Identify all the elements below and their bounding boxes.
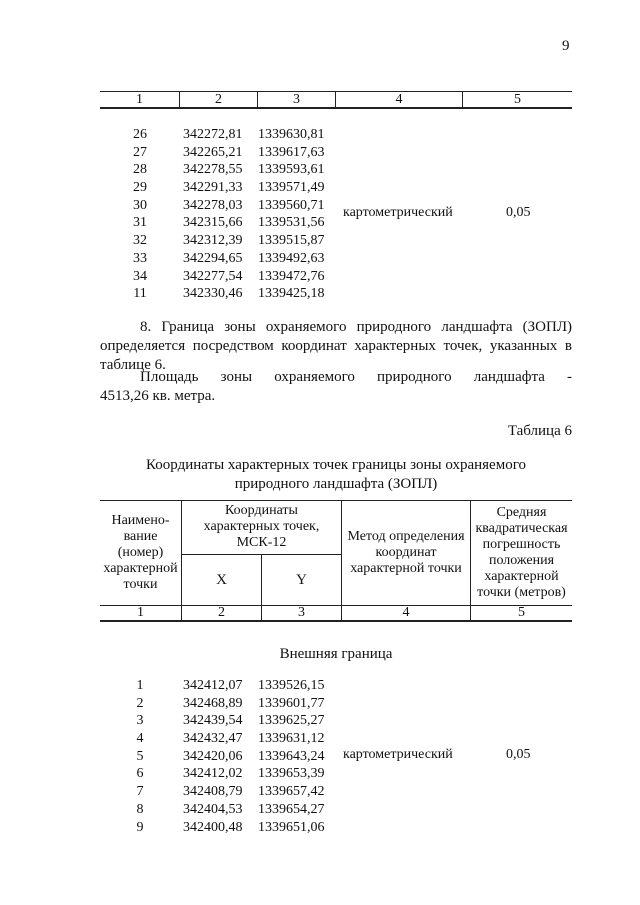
header-error: Средняя квадратическая погрешность положения характерной точки (метров) <box>471 501 573 606</box>
table6-subheading: Внешняя граница <box>279 646 393 662</box>
point-number: 31 <box>133 215 147 231</box>
table6-title-line2: природного ландшафта (ЗОПЛ) <box>234 476 438 492</box>
table6-title-line1: Координаты характерных точек границы зоны охраняемого <box>146 457 526 473</box>
table6-error: 0,05 <box>506 747 531 762</box>
coord-x: 342315,66 <box>183 215 243 231</box>
col-num: 2 <box>180 92 258 109</box>
point-number: 5 <box>136 748 144 764</box>
table-row <box>100 285 572 303</box>
table5-method: картометрический <box>343 205 453 220</box>
coord-x: 342439,54 <box>183 713 243 729</box>
point-number: 11 <box>133 286 147 302</box>
coord-x: 342312,39 <box>183 233 243 249</box>
table-row <box>100 819 572 837</box>
col-num: 5 <box>463 92 573 109</box>
point-number: 27 <box>133 144 147 160</box>
coord-x: 342400,48 <box>183 819 243 835</box>
page-number: 9 <box>562 38 570 54</box>
coord-x: 342278,55 <box>183 162 243 178</box>
point-number: 4 <box>136 731 144 747</box>
area-line-2: 4513,26 кв. метра. <box>100 388 216 404</box>
table-row <box>100 232 572 250</box>
coord-y: 1339654,27 <box>258 801 325 817</box>
table-row <box>100 730 572 748</box>
col-num: 1 <box>100 606 182 622</box>
table-row <box>100 179 572 197</box>
paragraph-8: 8. Граница зоны охраняемого природного ландшафта (ЗОПЛ) определяется посредством координат характерных точек, указанных в таблице 6. <box>100 319 572 373</box>
table-row <box>100 268 572 286</box>
coord-x: 342412,07 <box>183 678 243 693</box>
coord-y: 1339617,63 <box>258 144 325 160</box>
table-row <box>100 677 572 695</box>
header-point-name: Наимено- вание (номер) характерной точки <box>100 501 182 606</box>
coord-y: 1339515,87 <box>258 233 325 249</box>
point-number: 33 <box>133 250 147 266</box>
header-method: Метод определения координат характерной точки <box>342 501 471 606</box>
point-number: 3 <box>136 713 144 729</box>
coord-x: 342272,81 <box>183 127 243 142</box>
col-num: 1 <box>100 92 180 109</box>
col-num: 2 <box>182 606 262 622</box>
coord-y: 1339531,56 <box>258 215 325 231</box>
coord-x: 342404,53 <box>183 801 243 817</box>
coord-x: 342420,06 <box>183 748 243 764</box>
col-num: 3 <box>258 92 336 109</box>
coord-x: 342291,33 <box>183 180 243 196</box>
point-number: 32 <box>133 233 147 249</box>
coord-y: 1339571,49 <box>258 180 325 196</box>
coord-x: 342432,47 <box>183 731 243 747</box>
table6-title <box>100 456 572 494</box>
coord-y: 1339560,71 <box>258 197 325 213</box>
coord-y: 1339601,77 <box>258 695 325 711</box>
coord-y: 1339526,15 <box>258 678 325 693</box>
table-row <box>100 765 572 783</box>
table-row <box>100 748 572 766</box>
col-num: 3 <box>262 606 342 622</box>
table-row <box>100 783 572 801</box>
table6-method: картометрический <box>343 747 453 762</box>
point-number: 2 <box>136 695 144 711</box>
header-coordinates: Координаты характерных точек, МСК-12 <box>182 501 342 555</box>
table-row <box>100 126 572 144</box>
col-num: 4 <box>342 606 471 622</box>
coord-y: 1339631,12 <box>258 731 325 747</box>
coord-y: 1339643,24 <box>258 748 325 764</box>
header-x: X <box>182 554 262 606</box>
coord-x: 342330,46 <box>183 286 243 302</box>
coord-x: 342265,21 <box>183 144 243 160</box>
point-number: 7 <box>136 784 144 800</box>
coord-y: 1339630,81 <box>258 127 325 142</box>
point-number: 6 <box>136 766 144 782</box>
coord-y: 1339657,42 <box>258 784 325 800</box>
coord-x: 342408,79 <box>183 784 243 800</box>
coord-x: 342468,89 <box>183 695 243 711</box>
coord-y: 1339492,63 <box>258 250 325 266</box>
coord-y: 1339593,61 <box>258 162 325 178</box>
coord-y: 1339651,06 <box>258 819 325 835</box>
table6-caption: Таблица 6 <box>507 423 572 439</box>
coord-y: 1339625,27 <box>258 713 325 729</box>
table5-error: 0,05 <box>506 205 531 220</box>
coord-y: 1339472,76 <box>258 268 325 284</box>
table-row <box>100 801 572 819</box>
coord-y: 1339653,39 <box>258 766 325 782</box>
coord-x: 342412,02 <box>183 766 243 782</box>
point-number: 1 <box>136 678 144 693</box>
col-num: 5 <box>471 606 573 622</box>
coord-y: 1339425,18 <box>258 286 325 302</box>
table5-rows <box>100 126 572 303</box>
header-y: Y <box>262 554 342 606</box>
point-number: 26 <box>133 127 147 142</box>
point-number: 29 <box>133 180 147 196</box>
table-row <box>100 712 572 730</box>
point-number: 9 <box>136 819 144 835</box>
point-number: 34 <box>133 268 147 284</box>
table6-header <box>100 500 572 622</box>
table-row <box>100 250 572 268</box>
point-number: 28 <box>133 162 147 178</box>
table-row <box>100 144 572 162</box>
coord-x: 342278,03 <box>183 197 243 213</box>
table-row <box>100 695 572 713</box>
coord-x: 342294,65 <box>183 250 243 266</box>
point-number: 8 <box>136 801 144 817</box>
point-number: 30 <box>133 197 147 213</box>
area-line-1: Площадь зоны охраняемого природного ландшафта - <box>140 369 572 385</box>
table5-column-numbers <box>100 91 572 109</box>
table-row <box>100 161 572 179</box>
table-row <box>100 214 572 232</box>
table6-rows <box>100 677 572 836</box>
col-num: 4 <box>336 92 463 109</box>
table-row <box>100 197 572 215</box>
coord-x: 342277,54 <box>183 268 243 284</box>
